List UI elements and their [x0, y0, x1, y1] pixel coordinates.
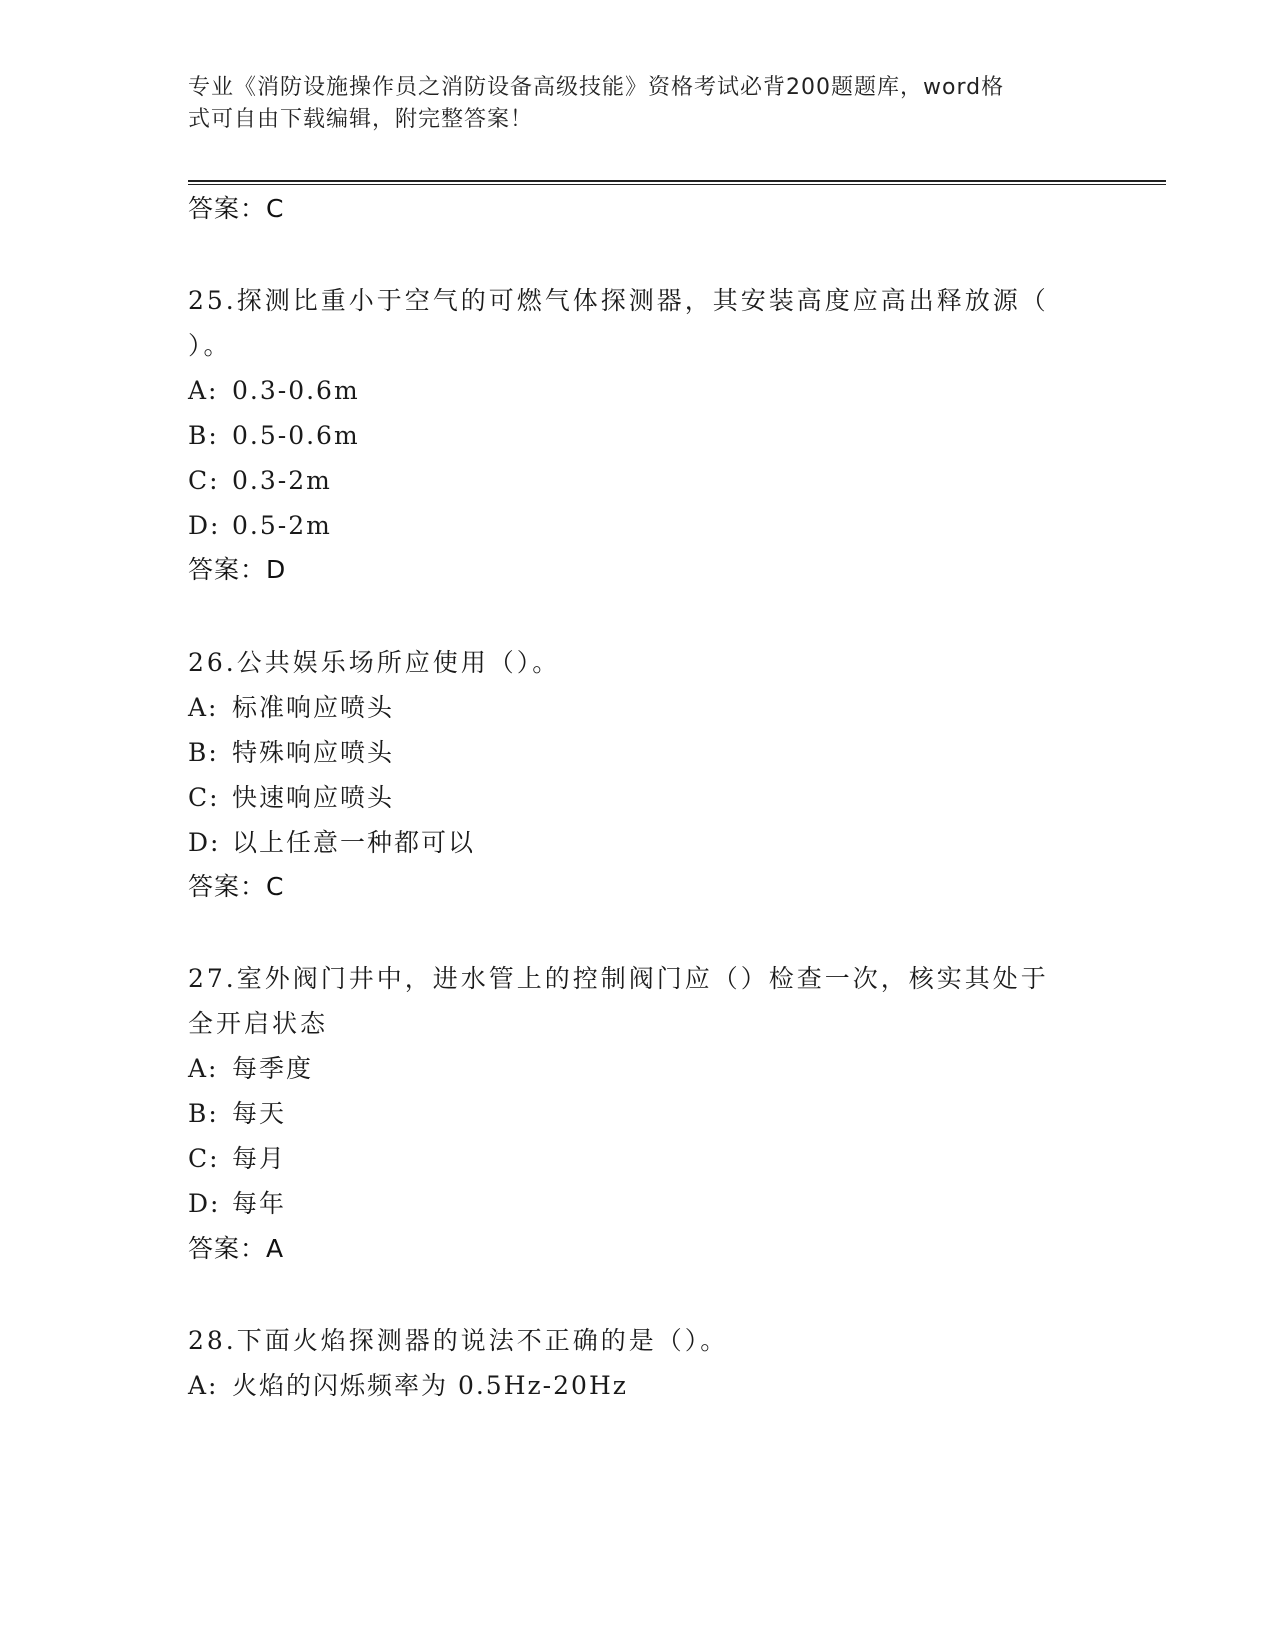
answer-27 — [188, 1232, 1088, 1266]
question-text: 27.室外阀门井中，进水管上的控制阀门应（）检查一次，核实其处于 — [188, 964, 1049, 993]
option-d — [188, 1181, 1088, 1226]
question-text: 26.公共娱乐场所应使用（）。 — [188, 648, 561, 677]
option-label: A: — [188, 1371, 219, 1400]
option-text: 标准响应喷头 — [232, 693, 395, 722]
header-line-2: 式可自由下载编辑，附完整答案！ — [188, 107, 534, 132]
option-label: D: — [188, 1189, 221, 1218]
option-label: A: — [188, 1054, 219, 1083]
option-label: B: — [188, 421, 219, 450]
option-b — [188, 1091, 1088, 1136]
question-28 — [188, 1318, 1088, 1408]
option-text: 每季度 — [232, 1054, 314, 1083]
answer-26 — [188, 870, 1088, 904]
option-label: B: — [188, 1099, 219, 1128]
option-c — [188, 458, 1088, 503]
answer-label: 答案：C — [188, 872, 285, 901]
option-text: 以上任意一种都可以 — [232, 828, 476, 857]
option-text: 特殊响应喷头 — [232, 738, 395, 767]
question-27 — [188, 956, 1088, 1226]
option-text: 0.3-2m — [232, 466, 332, 495]
option-text: 每月 — [232, 1144, 287, 1173]
option-text: 0.3-0.6m — [232, 376, 360, 405]
option-text: 每天 — [232, 1099, 287, 1128]
question-26 — [188, 640, 1088, 865]
option-label: D: — [188, 511, 221, 540]
option-a — [188, 685, 1088, 730]
option-label: B: — [188, 738, 219, 767]
option-a — [188, 368, 1088, 413]
answer-label: 答案：D — [188, 555, 287, 584]
option-c — [188, 1136, 1088, 1181]
option-d — [188, 820, 1088, 865]
option-label: A: — [188, 376, 219, 405]
document-header — [188, 72, 1068, 136]
option-label: A: — [188, 693, 219, 722]
header-line-1: 专业《消防设施操作员之消防设备高级技能》资格考试必背200题题库，word格 — [188, 75, 1005, 100]
option-d — [188, 503, 1088, 548]
question-text-cont: 全开启状态 — [188, 1009, 329, 1038]
option-label: C: — [188, 466, 220, 495]
option-a — [188, 1363, 1088, 1408]
option-text: 0.5-0.6m — [232, 421, 360, 450]
option-text: 每年 — [232, 1189, 287, 1218]
option-a — [188, 1046, 1088, 1091]
option-b — [188, 413, 1088, 458]
answer-25 — [188, 553, 1088, 587]
option-label: D: — [188, 828, 221, 857]
option-text: 火焰的闪烁频率为 0.5Hz-20Hz — [232, 1371, 628, 1400]
question-text: 25.探测比重小于空气的可燃气体探测器，其安装高度应高出释放源（ — [188, 286, 1049, 315]
answer-label: 答案：C — [188, 194, 285, 223]
question-25 — [188, 278, 1088, 548]
option-text: 0.5-2m — [232, 511, 332, 540]
option-b — [188, 730, 1088, 775]
option-text: 快速响应喷头 — [232, 783, 395, 812]
option-label: C: — [188, 1144, 220, 1173]
option-label: C: — [188, 783, 220, 812]
option-c — [188, 775, 1088, 820]
question-text: 28.下面火焰探测器的说法不正确的是（）。 — [188, 1326, 729, 1355]
answer-prev — [188, 192, 1088, 226]
answer-label: 答案：A — [188, 1234, 285, 1263]
header-divider — [188, 180, 1166, 185]
question-text-cont: ）。 — [188, 331, 232, 360]
